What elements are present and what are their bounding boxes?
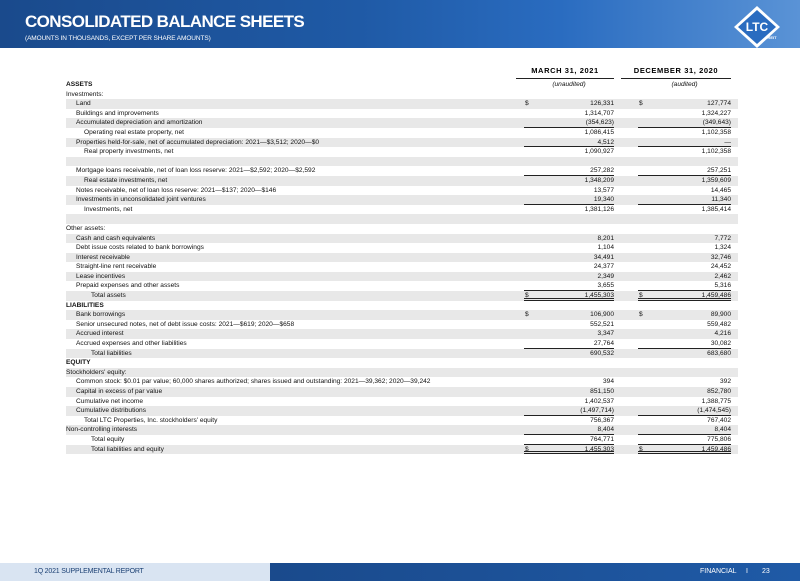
row-label: Investments, net [84,205,133,213]
value-march-2021: 19,340 [524,195,614,205]
row-label: EQUITY [66,359,91,367]
row-label: Total liabilities [91,349,132,357]
value-december-2020: 1,324 [714,244,731,252]
value-march-2021: 1,402,537 [584,397,614,405]
value-december-2020: 559,482 [707,320,731,328]
value-march-2021: 3,655 [524,281,614,291]
row-label: Real property investments, net [84,148,174,156]
table-row [66,234,738,244]
row-label: Total equity [91,435,125,443]
table-row [66,320,738,330]
value-december-2020: 775,806 [638,435,731,445]
row-label: Senior unsecured notes, net of debt issue costs: 2021—$619; 2020—$658 [76,320,295,328]
table-row [66,349,738,359]
row-label: Bank borrowings [76,311,126,319]
value-march-2021: 1,455,303 [524,445,614,455]
row-label: Mortgage loans receivable, net of loan loss reserve: 2021—$2,592; 2020—$2,592 [76,167,316,175]
value-march-2021: 27,764 [524,339,614,349]
row-label: Investments: [66,90,104,98]
table-row [66,80,738,90]
currency-symbol: $ [525,445,529,453]
table-row [66,243,738,253]
value-december-2020: 1,385,414 [701,205,731,213]
value-december-2020: 1,102,358 [701,128,731,136]
row-label: Total liabilities and equity [91,445,164,453]
table-row [66,224,738,234]
column-header-december-2020: DECEMBER 31, 2020 [621,66,731,79]
value-december-2020: 11,340 [638,195,731,205]
value-december-2020: 1,359,609 [701,176,731,184]
value-march-2021: 3,347 [597,330,614,338]
value-march-2021: 552,521 [590,320,614,328]
value-march-2021: (unaudited) [552,81,586,88]
value-march-2021: (354,623) [524,118,614,128]
row-label: Operating real estate property, net [84,128,184,136]
value-december-2020: 683,680 [707,349,731,357]
value-december-2020: (1,474,545) [638,406,731,416]
row-label: ASSETS [66,81,93,88]
row-label: Straight-line rent receivable [76,263,157,271]
table-row [66,425,738,435]
value-march-2021: 2,349 [597,272,614,280]
row-label: Capital in excess of par value [76,388,163,395]
value-december-2020: — [638,138,731,148]
value-december-2020: 2,462 [714,272,731,280]
value-december-2020: 89,900 [710,311,731,319]
table-row [66,166,738,176]
currency-symbol: $ [525,100,529,108]
value-december-2020: 8,404 [638,425,731,435]
value-december-2020: 392 [719,378,731,386]
value-march-2021: 756,367 [590,416,614,424]
table-row [66,272,738,282]
value-december-2020: 767,402 [707,416,731,424]
value-march-2021: 8,404 [524,425,614,435]
table-row [66,358,738,368]
table-row [66,406,738,416]
value-december-2020: 24,452 [710,263,731,271]
value-march-2021: 851,150 [590,388,614,395]
value-december-2020: 32,746 [710,253,731,261]
row-label: Land [76,100,91,108]
page-header [0,0,800,48]
row-label: Debt issue costs related to bank borrowings [76,244,204,252]
table-row [66,214,738,224]
value-march-2021: 257,282 [524,166,614,176]
ltc-reit-logo [732,5,782,49]
table-row [66,377,738,387]
table-row [66,253,738,263]
table-row [66,329,738,339]
table-row [66,435,738,445]
value-march-2021: 126,331 [590,100,614,108]
value-december-2020: 14,465 [710,186,731,194]
footer-section: FINANCIAL [700,568,737,575]
value-march-2021: 764,771 [524,435,614,445]
value-december-2020: 852,780 [707,388,731,395]
value-march-2021: 1,086,415 [584,128,614,136]
table-row [66,387,738,397]
value-december-2020: 1,102,358 [701,148,731,156]
table-row [66,368,738,378]
table-row [66,291,738,301]
table-row [66,157,738,167]
table-row [66,310,738,320]
currency-symbol: $ [639,311,643,319]
row-label: Common stock: $0.01 par value; 60,000 shares authorized; shares issued and outstanding: 2021—39,362; 2020—39,242 [76,378,431,386]
value-march-2021: 1,381,126 [584,205,614,213]
value-december-2020: 7,772 [714,234,731,242]
row-label: Total assets [91,292,126,300]
table-row [66,205,738,215]
row-label: Stockholders' equity: [66,368,127,376]
row-label: Non-controlling interests [66,426,138,434]
value-december-2020: 4,216 [714,330,731,338]
page-number: 23 [762,568,770,575]
row-label: Notes receivable, net of loan loss reserve: 2021—$137; 2020—$146 [76,186,277,194]
row-label: Cumulative net income [76,397,144,405]
table-row [66,339,738,349]
value-march-2021: 13,577 [593,186,614,194]
row-label: Interest receivable [76,253,130,261]
row-label: Prepaid expenses and other assets [76,282,180,290]
table-row [66,445,738,455]
value-march-2021: 24,377 [593,263,614,271]
value-march-2021: 1,455,303 [524,291,614,301]
table-row [66,109,738,119]
table-row [66,90,738,100]
value-december-2020: 5,316 [638,281,731,291]
value-march-2021: 394 [602,378,614,386]
currency-symbol: $ [525,292,529,300]
currency-symbol: $ [639,445,643,453]
page-footer [0,563,800,581]
value-december-2020: 1,324,227 [701,109,731,117]
table-row [66,138,738,148]
value-march-2021: 1,314,707 [584,109,614,117]
table-row [66,195,738,205]
page-subtitle: (AMOUNTS IN THOUSANDS, EXCEPT PER SHARE AMOUNTS) [25,35,211,42]
row-label: Accrued expenses and other liabilities [76,340,187,348]
table-row [66,118,738,128]
table-row [66,262,738,272]
row-label: Properties held-for-sale, net of accumulated depreciation: 2021—$3,512; 2020—$0 [76,138,320,146]
value-march-2021: 1,104 [597,244,614,252]
value-december-2020: 257,251 [638,166,731,176]
row-label: Buildings and improvements [76,109,159,117]
value-march-2021: 4,512 [524,138,614,148]
currency-symbol: $ [525,311,529,319]
value-march-2021: 8,201 [597,234,614,242]
logo-text: LTC [745,20,769,34]
value-december-2020: 1,459,486 [638,291,731,301]
page-title: CONSOLIDATED BALANCE SHEETS [25,12,305,31]
value-march-2021: 1,348,209 [584,176,614,184]
table-row [66,147,738,157]
value-december-2020: (349,643) [638,118,731,128]
table-row [66,397,738,407]
logo-subtext: REIT [767,35,777,40]
value-december-2020: 127,774 [707,100,731,108]
column-header-march-2021: MARCH 31, 2021 [516,66,614,79]
table-row [66,301,738,311]
table-row [66,128,738,138]
row-label: Cumulative distributions [76,407,146,415]
row-label: Investments in unconsolidated joint ventures [76,196,206,204]
value-march-2021: 34,491 [593,253,614,261]
row-label: Real estate investments, net [84,176,168,184]
row-label: Total LTC Properties, Inc. stockholders' equity [84,416,218,424]
row-label: Accrued interest [76,330,124,338]
row-label: Lease incentives [76,272,126,280]
value-march-2021: 1,090,927 [584,148,614,156]
table-row [66,281,738,291]
value-march-2021: (1,497,714) [524,406,614,416]
currency-symbol: $ [639,292,643,300]
table-row [66,416,738,426]
value-december-2020: (audited) [671,81,698,88]
table-row [66,99,738,109]
row-label: LIABILITIES [66,301,104,309]
footer-report-title: 1Q 2021 SUPPLEMENTAL REPORT [34,568,144,575]
footer-separator: I [746,568,748,575]
table-rows [66,80,738,454]
value-december-2020: 30,082 [638,339,731,349]
value-march-2021: 106,900 [590,311,614,319]
table-row [66,186,738,196]
currency-symbol: $ [639,100,643,108]
row-label: Cash and cash equivalents [76,234,156,242]
value-december-2020: 1,459,486 [638,445,731,455]
row-label: Accumulated depreciation and amortization [76,119,203,127]
table-row [66,176,738,186]
value-december-2020: 1,388,775 [701,397,731,405]
row-label: Other assets: [66,224,106,232]
value-march-2021: 690,532 [590,349,614,357]
